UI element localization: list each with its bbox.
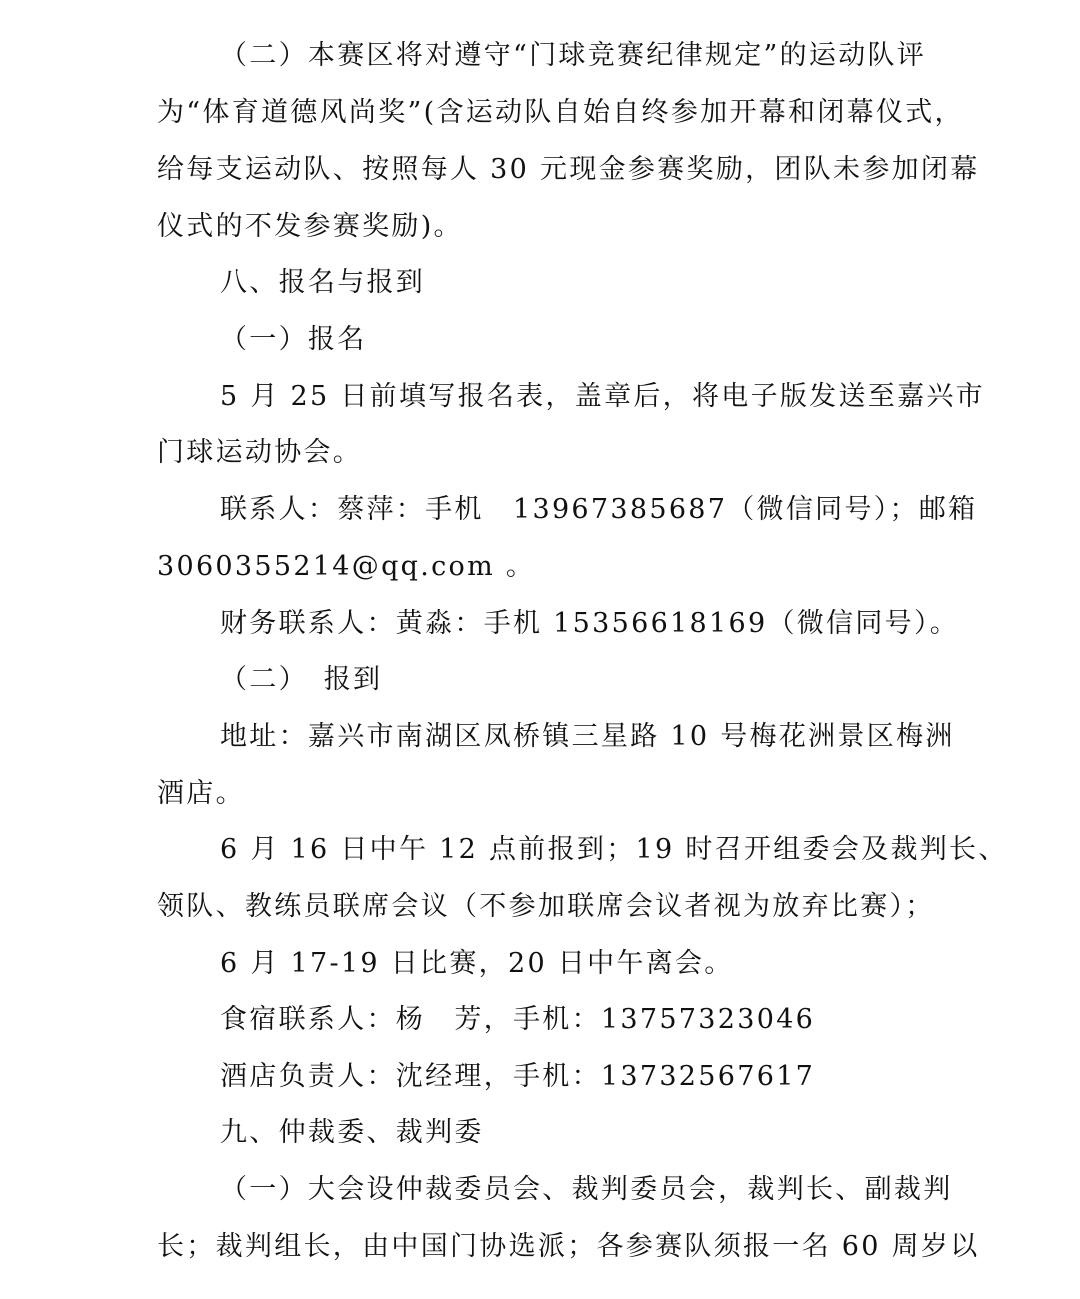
paragraph-line: 为“体育道德风尚奖”(含运动队自始自终参加开幕和闭幕仪式， <box>157 97 964 128</box>
hotel-contact-line: 酒店负责人：沈经理，手机：13732567617 <box>220 1061 816 1092</box>
contact-line: 联系人：蔡萍：手机 13967385687（微信同号）；邮箱 <box>220 494 978 525</box>
paragraph-line: （二）本赛区将对遵守“门球竞赛纪律规定”的运动队评 <box>220 40 927 71</box>
paragraph-line: 仪式的不发参赛奖励)。 <box>157 211 463 242</box>
paragraph-line: （一）大会设仲裁委员会、裁判委员会，裁判长、副裁判 <box>220 1174 953 1205</box>
address-line: 地址：嘉兴市南湖区凤桥镇三星路 10 号梅花洲景区梅洲 <box>220 721 955 752</box>
schedule-line: 6 月 16 日中午 12 点前报到；19 时召开组委会及裁判长、 <box>220 834 1008 865</box>
email-line: 3060355214@qq.com 。 <box>157 551 536 582</box>
paragraph-line: 门球运动协会。 <box>157 437 363 468</box>
section-heading: 九、仲裁委、裁判委 <box>220 1117 484 1148</box>
subsection-heading: （二） 报到 <box>220 664 383 695</box>
schedule-line: 6 月 17-19 日比赛，20 日中午离会。 <box>220 948 734 979</box>
paragraph-line: 给每支运动队、按照每人 30 元现金参赛奖励，团队未参加闭幕 <box>157 154 980 185</box>
finance-contact-line: 财务联系人：黄淼：手机 15356618169（微信同号）。 <box>220 608 960 639</box>
paragraph-line: 长；裁判组长，由中国门协选派；各参赛队须报一名 60 周岁以 <box>157 1231 980 1262</box>
paragraph-line: 酒店。 <box>157 778 245 809</box>
schedule-line: 领队、教练员联席会议（不参加联席会议者视为放弃比赛）； <box>157 891 935 922</box>
paragraph-line: 5 月 25 日前填写报名表，盖章后，将电子版发送至嘉兴市 <box>220 381 985 412</box>
lodging-contact-line: 食宿联系人：杨 芳，手机：13757323046 <box>220 1004 816 1035</box>
subsection-heading: （一）报名 <box>220 324 367 355</box>
section-heading: 八、报名与报到 <box>220 267 426 298</box>
